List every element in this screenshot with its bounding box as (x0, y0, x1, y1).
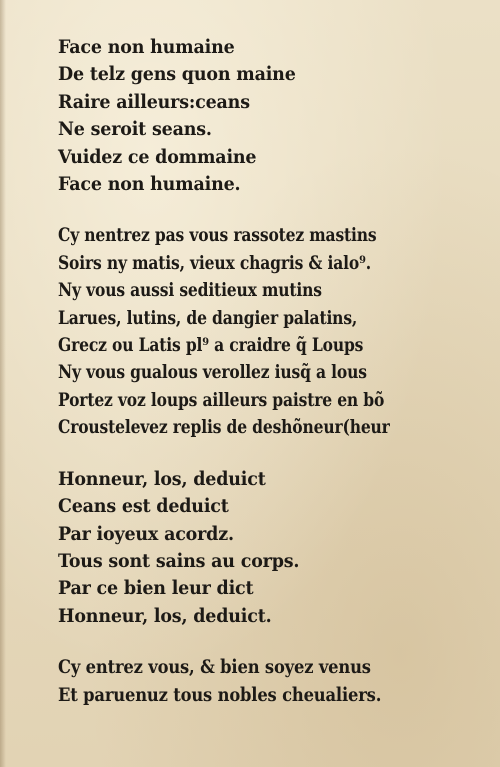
stanza-1 (58, 34, 478, 198)
verse-line: Grecz ou Latis pl⁹ a craidre q̃ Loups (58, 335, 364, 357)
verse-line: Ne seroit seans. (58, 118, 212, 141)
verse-line: Face non humaine. (58, 173, 241, 196)
verse-line: Face non humaine (58, 36, 235, 58)
stanza-4 (58, 654, 478, 709)
verse-line: Larues, lutins, de dangier palatins, (58, 307, 358, 329)
verse-line: Ny vous gualous verollez iusq̃ a lous (58, 362, 367, 384)
verse-line: De telz gens quon maine (58, 63, 296, 86)
verse-line: Honneur, los, deduict. (58, 604, 272, 627)
verse-line: Honneur, los, deduict (58, 467, 266, 490)
verse-line: Et paruenuz tous nobles cheualiers. (58, 683, 382, 706)
verse-line: Raire ailleurs:ceans (58, 90, 250, 113)
verse-line: Cy nentrez pas vous rassotez mastins (58, 225, 377, 247)
verse-line: Ceans est deduict (58, 495, 229, 518)
verse-line: Croustelevez replis de deshõneur(heur (58, 417, 390, 439)
stanza-2 (58, 222, 478, 441)
poem-text (58, 34, 478, 709)
verse-line: Par ioyeux acordz. (58, 522, 234, 545)
verse-line: Cy entrez vous, & bien soyez venus (58, 656, 371, 679)
verse-line: Ny vous aussi seditieux mutins (58, 280, 322, 302)
verse-line: Par ce bien leur dict (58, 577, 254, 600)
verse-line: Vuidez ce dommaine (58, 145, 257, 168)
verse-line: Soirs ny matis, vieux chagris & ialo⁹. (58, 252, 371, 274)
verse-line: Portez voz loups ailleurs paistre en bõ (58, 389, 385, 411)
stanza-3 (58, 466, 478, 630)
verse-line: Tous sont sains au corps. (58, 549, 300, 572)
